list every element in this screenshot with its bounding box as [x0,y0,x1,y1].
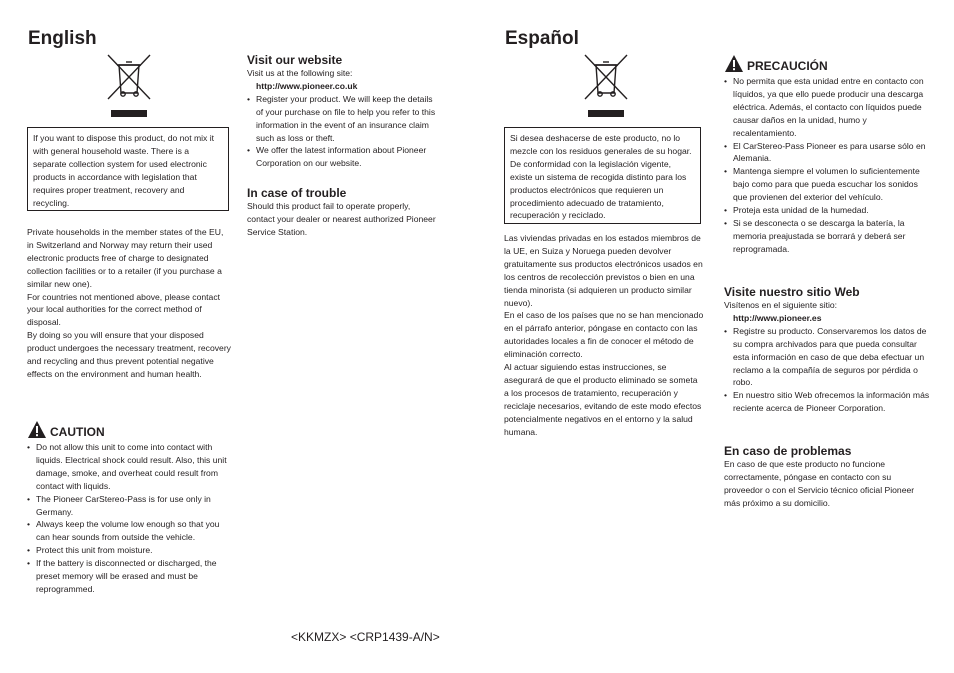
list-item: • Register your product. We will keep the details of your purchase on file to help you refer to this information in the event of an insurance claim such as loss or theft. [247,93,439,145]
disposal-paragraph: Private households in the member states of the EU, in Switzerland and Norway may return their used electronic products free of charge to designated collection facilities or to a retailer (if you purchase a similar new one). [27,227,224,289]
list-item: • Mantenga siempre el volumen lo suficientemente bajo como para que pueda escuchar los sonidos que provienen del exterior del vehículo. [724,165,930,204]
warning-triangle-icon [27,420,47,439]
trouble-section [724,444,930,510]
trouble-title: En caso de problemas [724,444,852,458]
disposal-paragraph: En el caso de los países que no se han mencionado en el párrafo anterior, póngase en contacto con las autoridades locales a fin de conocer el método de eliminación correcto. [504,310,704,360]
list-item: • Proteja esta unidad de la humedad. [724,204,930,217]
weee-crossed-bin-icon [583,53,629,118]
disposal-paragraph: Al actuar siguiendo estas instrucciones, se asegurará de que el producto eliminado se someta a los procesos de tratamiento, recuperación y reciclaje necesarios, evitando de este modo efectos potencialmente negativos en el entorno y la salud humana. [504,362,702,437]
website-title: Visit our website [247,53,343,67]
disposal-paragraph: For countries not mentioned above, please contact your local authorities for the correct method of disposal. [27,291,220,328]
disposal-info [504,232,704,439]
website-section [724,285,930,415]
spanish-title: Español [505,28,579,49]
trouble-text: Should this product fail to operate properly, contact your dealer or nearest authorized Pioneer Service Station. [247,201,436,237]
list-item: • If the battery is disconnected or discharged, the preset memory will be erased and must be reprogrammed. [27,557,231,596]
caution-title: PRECAUCIÓN [747,59,828,73]
website-title: Visite nuestro sitio Web [724,285,860,299]
list-item: • The Pioneer CarStereo-Pass is for use only in Germany. [27,493,231,519]
list-item: • En nuestro sitio Web ofrecemos la información más reciente acerca de Pioneer Corporation. [724,389,930,415]
website-url-link[interactable]: http://www.pioneer.es [733,312,822,323]
list-item: • We offer the latest information about Pioneer Corporation on our website. [247,144,439,170]
list-item: • Si se desconecta o se descarga la batería, la memoria preajustada se borrará y deberá ser reprogramada. [724,217,930,256]
list-item: • Registre su producto. Conservaremos los datos de su compra archivados para que pueda consultar esta información en caso de que deba efectuar un reclamo a la compañía de seguros por pérdida o robo. [724,325,930,390]
document-code: <KKMZX> <CRP1439-A/N> [291,630,440,644]
list-item: • Always keep the volume low enough so that you can hear sounds from outside the vehicle. [27,518,231,544]
caution-list [724,75,930,256]
dispose-notice-box: Si desea deshacerse de este producto, no lo mezcle con los residuos generales de su hogar. De conformidad con la legislación vigente, existe un sistema de recogida distinto para los productos electrónicos que requieren un procedimiento adecuado de tratamiento, recuperación y reciclado. [504,127,701,224]
website-intro: Visítenos en el siguiente sitio: [724,300,838,310]
disposal-info [27,226,231,381]
trouble-section [247,186,439,239]
website-list [247,93,439,170]
list-item: • Do not allow this unit to come into contact with liquids. Electrical shock could result. Also, this unit damage, smoke, and overheat could result from contact with liquids. [27,441,231,493]
weee-crossed-bin-icon [106,53,152,118]
caution-section [724,54,930,256]
english-title: English [28,28,97,49]
disposal-paragraph: By doing so you will ensure that your disposed product undergoes the necessary treatment, recovery and recycling and thus prevent potential negative effects on the environment and human health. [27,330,231,379]
list-item: • No permita que esta unidad entre en contacto con líquidos, ya que ello puede producir una descarga eléctrica. Además, el contacto con líquidos puede causar daños en la unidad, humo y recalentamiento. [724,75,930,140]
dispose-notice-box: If you want to dispose this product, do not mix it with general household waste. There is a separate collection system for used electronic products in accordance with legislation that requires proper treatment, recovery and recycling. [27,127,229,211]
list-item: • Protect this unit from moisture. [27,544,231,557]
caution-section [27,420,231,596]
trouble-text: En caso de que este producto no funcione correctamente, póngase en contacto con su proveedor o con el Servicio técnico oficial Pioneer más próximo a su domicilio. [724,459,915,508]
list-item: • El CarStereo-Pass Pioneer es para usarse sólo en Alemania. [724,140,930,166]
website-intro: Visit us at the following site: [247,68,353,78]
website-list [724,325,930,415]
warning-triangle-icon [724,54,744,73]
caution-title: CAUTION [50,425,105,439]
website-section [247,53,439,170]
caution-list [27,441,231,596]
website-url-link[interactable]: http://www.pioneer.co.uk [256,80,358,91]
trouble-title: In case of trouble [247,186,347,200]
disposal-paragraph: Las viviendas privadas en los estados miembros de la UE, en Suiza y Noruega pueden devolver gratuitamente sus productos electrónicos usados en los centros de recolección previstos o bien en una tienda minorista (si adquieren un producto similar nuevo). [504,233,703,308]
